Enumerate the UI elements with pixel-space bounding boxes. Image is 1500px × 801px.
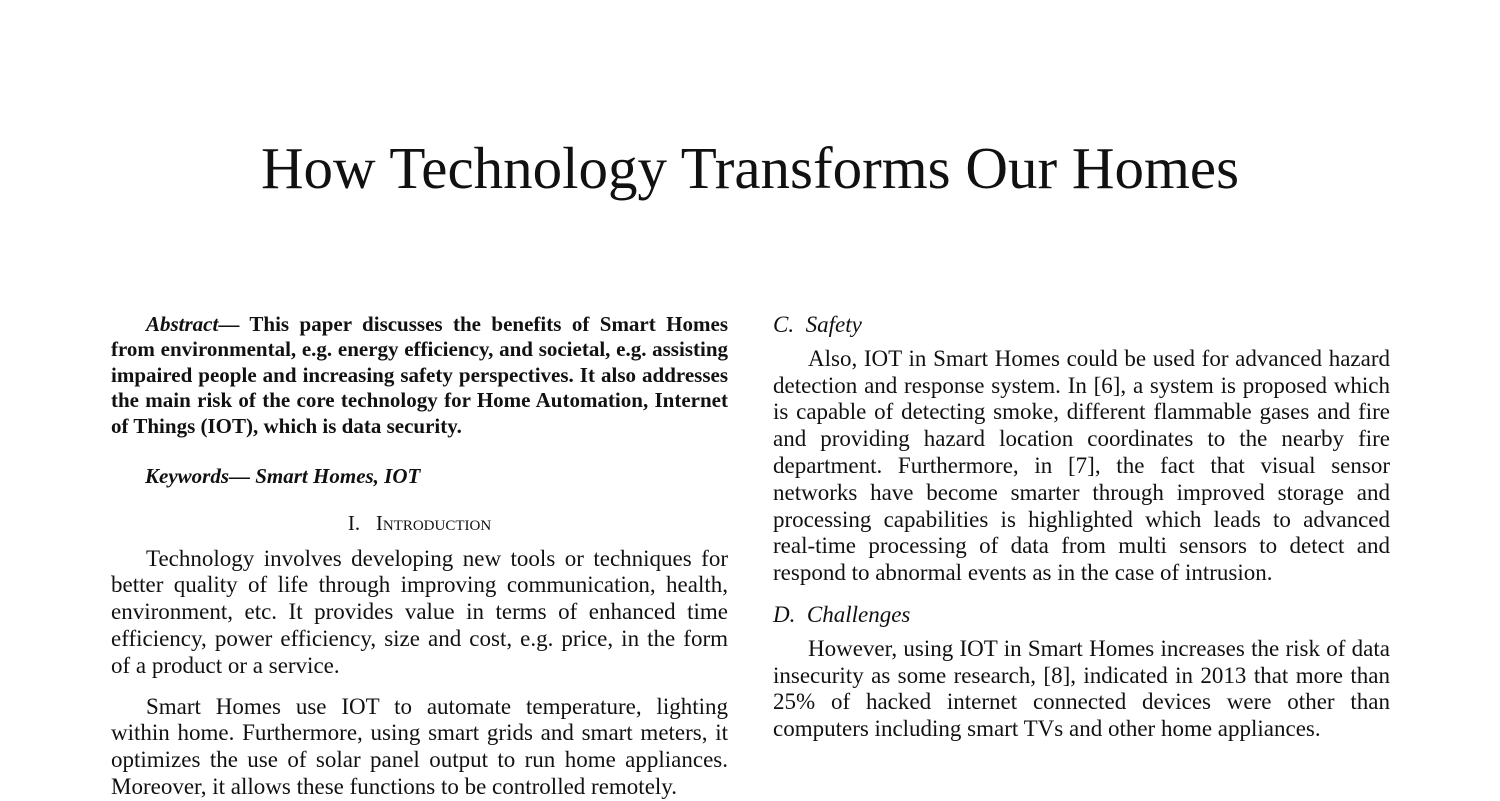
right-column <box>773 312 1390 743</box>
paragraph: However, using IOT in Smart Homes increases the risk of data insecurity as some research, [8], indicated in 2013 that more than 25% of hacked internet connected devices were other than computers including smart TVs and other home appliances. <box>773 635 1390 742</box>
abstract <box>111 312 728 439</box>
abstract-text: This paper discusses the benefits of Smart Homes from environmental, e.g. energy efficiency, and societal, e.g. assisting impaired people and increasing safety perspectives. It also addresses the main risk of the core technology for Home Automation, Internet of Things (IOT), which is data security. <box>111 312 728 438</box>
subsection-title: Challenges <box>806 601 911 627</box>
paragraph: Also, IOT in Smart Homes could be used for advanced hazard detection and response system. In [6], a system is proposed which is capable of detecting smoke, different flammable gases and fire and providing hazard location coordinates to the nearby fire department. Furthermore, in [7], the fact that visual sensor networks have become smarter through improved storage and processing capabilities is highlighted which leads to advanced real-time processing of data from multi sensors to detect and respond to abnormal events as in the case of intrusion. <box>773 345 1390 586</box>
abstract-dash: — <box>218 312 240 336</box>
subsection-number: D. <box>773 601 796 627</box>
paper-title: How Technology Transforms Our Homes <box>260 135 1240 201</box>
subsection-title: Safety <box>805 312 862 337</box>
left-column <box>111 312 728 801</box>
subsection-heading-safety <box>773 312 1390 339</box>
paragraph: Technology involves developing new tools or techniques for better quality of life through improving communication, health, environment, etc. It provides value in terms of enhanced time efficiency, power efficiency, size and cost, e.g. price, in the form of a product or a service. <box>111 545 728 678</box>
subsection-number: C. <box>773 312 795 337</box>
keywords-label: Keywords— <box>145 464 250 489</box>
section-title: Introduction <box>375 510 492 535</box>
keywords <box>111 463 728 490</box>
subsection-heading-challenges <box>773 602 1390 629</box>
section-number: I. <box>347 510 361 535</box>
paragraph: Smart Homes use IOT to automate temperature, lighting within home. Furthermore, using smart grids and smart meters, it optimizes the use of solar panel output to run home appliances. Moreover, it allows these functions to be controlled remotely. <box>111 693 728 799</box>
section-heading-introduction <box>111 510 728 537</box>
keywords-text: Smart Homes, IOT <box>250 464 421 489</box>
abstract-label: Abstract <box>146 312 219 336</box>
